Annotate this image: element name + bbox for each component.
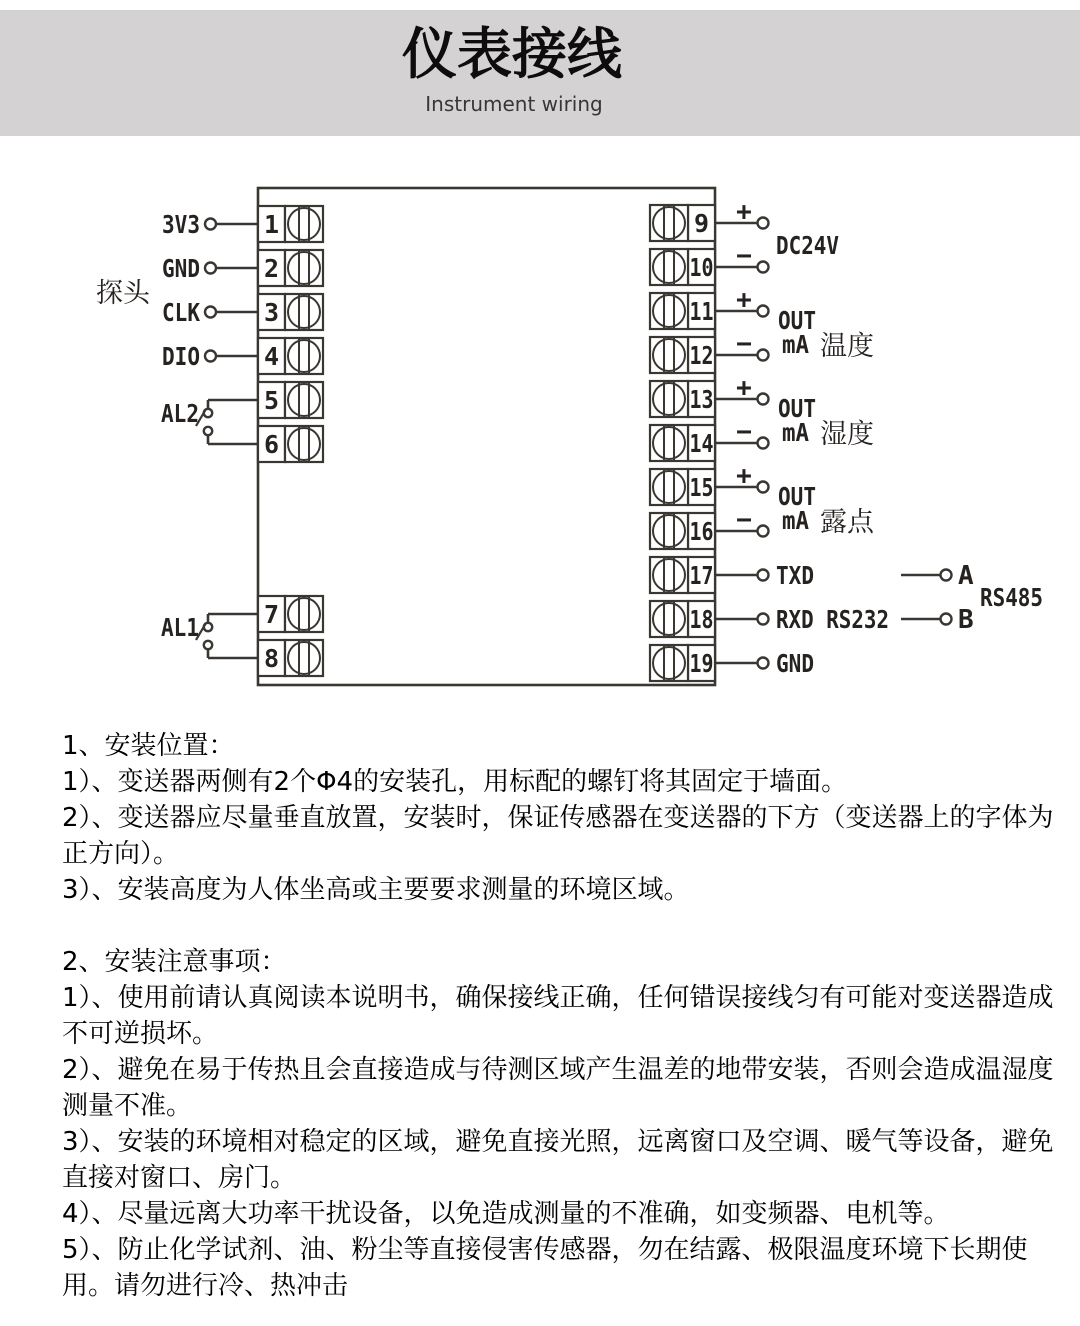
terminal-number: 1 (263, 210, 280, 239)
rs485-b-label: B (958, 605, 974, 635)
output-name: 温度 (820, 331, 874, 362)
plus-sign: + (736, 373, 752, 403)
unit-label: mA (782, 506, 809, 535)
connection-dot (758, 614, 769, 625)
output-name: 湿度 (820, 419, 874, 450)
connection-dot (758, 526, 769, 537)
plus-sign: + (736, 285, 752, 315)
note-item: 2）、变送器应尽量垂直放置，安装时，保证传感器在变送器的下方（变送器上的字体为正方向）。 (62, 803, 1054, 869)
note-item: 5）、防止化学试剂、油、粉尘等直接侵害传感器，勿在结露、极限温度环境下长期使用。请勿进行冷、热冲击 (62, 1235, 1028, 1301)
connection-dot (204, 641, 212, 649)
section-install-position (62, 728, 1062, 908)
note-item: 3）、安装高度为人体坐高或主要要求测量的环境区域。 (62, 875, 690, 905)
terminal-number: 16 (689, 517, 714, 546)
note-item: 3）、安装的环境相对稳定的区域，避免直接光照，远离窗口及空调、暖气等设备，避免直接对窗口、房门。 (62, 1127, 1054, 1193)
terminal-4 (258, 338, 323, 374)
terminal-8 (258, 640, 323, 676)
connection-dot (758, 658, 769, 669)
rs485-label: RS485 (980, 583, 1043, 612)
connection-dot (758, 438, 769, 449)
connection-dot (941, 614, 952, 625)
relay-label-AL1: AL1 (161, 613, 199, 642)
minus-sign: − (736, 505, 752, 535)
out-label: OUT (778, 394, 816, 423)
terminal-18 (650, 601, 715, 637)
pin-label-GND: GND (162, 254, 200, 283)
terminal-number: 13 (689, 385, 714, 414)
output-name: 露点 (820, 507, 874, 538)
out-label: OUT (778, 482, 816, 511)
connection-dot (758, 394, 769, 405)
terminal-number: 4 (263, 342, 280, 371)
minus-sign: − (736, 329, 752, 359)
terminal-number: 14 (689, 429, 714, 458)
connection-dot (205, 351, 216, 362)
connection-dot (205, 263, 216, 274)
connection-dot (758, 570, 769, 581)
note-item: 4）、尽量远离大功率干扰设备，以免造成测量的不准确，如变频器、电机等。 (62, 1199, 950, 1229)
pin-label-3V3: 3V3 (162, 210, 200, 239)
terminal-7 (258, 596, 323, 632)
terminal-16 (650, 513, 715, 549)
plus-sign: + (736, 197, 752, 227)
terminal-number: 18 (689, 605, 714, 634)
terminal-3 (258, 294, 323, 330)
section-heading: 2、安装注意事项： (62, 947, 287, 977)
section-install-notes (62, 944, 1062, 1304)
connection-dot (758, 482, 769, 493)
page-subtitle: Instrument wiring (425, 92, 603, 116)
pair-label-DC24V: DC24V (776, 231, 839, 260)
connection-dot (758, 262, 769, 273)
connection-dot (758, 218, 769, 229)
terminal-14 (650, 425, 715, 461)
terminal-19 (650, 645, 715, 681)
connection-dot (204, 427, 212, 435)
connection-dot (205, 219, 216, 230)
terminal-number: 17 (689, 561, 714, 590)
plus-sign: + (736, 461, 752, 491)
terminal-number: 5 (263, 386, 280, 415)
section-heading: 1、安装位置： (62, 731, 235, 761)
terminal-11 (650, 293, 715, 329)
pin-label-19: GND (776, 649, 814, 678)
terminal-number: 19 (689, 649, 714, 678)
note-item: 2）、避免在易于传热且会直接造成与待测区域产生温差的地带安装，否则会造成温湿度测量不准。 (62, 1055, 1054, 1121)
terminal-5 (258, 382, 323, 418)
terminal-number: 12 (689, 341, 714, 370)
terminal-12 (650, 337, 715, 373)
terminal-number: 15 (689, 473, 714, 502)
terminal-number: 3 (263, 298, 280, 327)
terminal-10 (650, 249, 715, 285)
rs485-a-label: A (958, 561, 974, 591)
terminal-13 (650, 381, 715, 417)
unit-label: mA (782, 330, 809, 359)
relay-label-AL2: AL2 (161, 399, 199, 428)
pin-label-CLK: CLK (162, 298, 200, 327)
device-outline (258, 188, 715, 685)
connection-dot (758, 306, 769, 317)
terminal-2 (258, 250, 323, 286)
pin-label-18: RXD RS232 (776, 605, 889, 634)
terminal-number: 9 (693, 209, 710, 238)
out-label: OUT (778, 306, 816, 335)
connection-dot (205, 307, 216, 318)
note-item: 1）、使用前请认真阅读本说明书，确保接线正确，任何错误接线匀有可能对变送器造成不可逆损坏。 (62, 983, 1054, 1049)
terminal-number: 7 (263, 600, 280, 629)
terminal-15 (650, 469, 715, 505)
terminal-number: 11 (689, 297, 714, 326)
minus-sign: − (736, 241, 752, 271)
terminal-17 (650, 557, 715, 593)
terminal-number: 6 (263, 430, 280, 459)
note-item: 1）、变送器两侧有2个Φ4的安装孔，用标配的螺钉将其固定于墙面。 (62, 767, 848, 797)
terminal-number: 8 (263, 644, 280, 673)
pin-label-17: TXD (776, 561, 814, 590)
probe-label: 探头 (96, 278, 150, 309)
terminal-number: 10 (689, 253, 714, 282)
terminal-6 (258, 426, 323, 462)
terminal-9 (650, 205, 715, 241)
connection-dot (941, 570, 952, 581)
page-title: 仪表接线 (401, 22, 622, 86)
terminal-1 (258, 206, 323, 242)
unit-label: mA (782, 418, 809, 447)
terminal-number: 2 (263, 254, 280, 283)
pin-label-DIO: DIO (162, 342, 200, 371)
connection-dot (758, 350, 769, 361)
minus-sign: − (736, 417, 752, 447)
